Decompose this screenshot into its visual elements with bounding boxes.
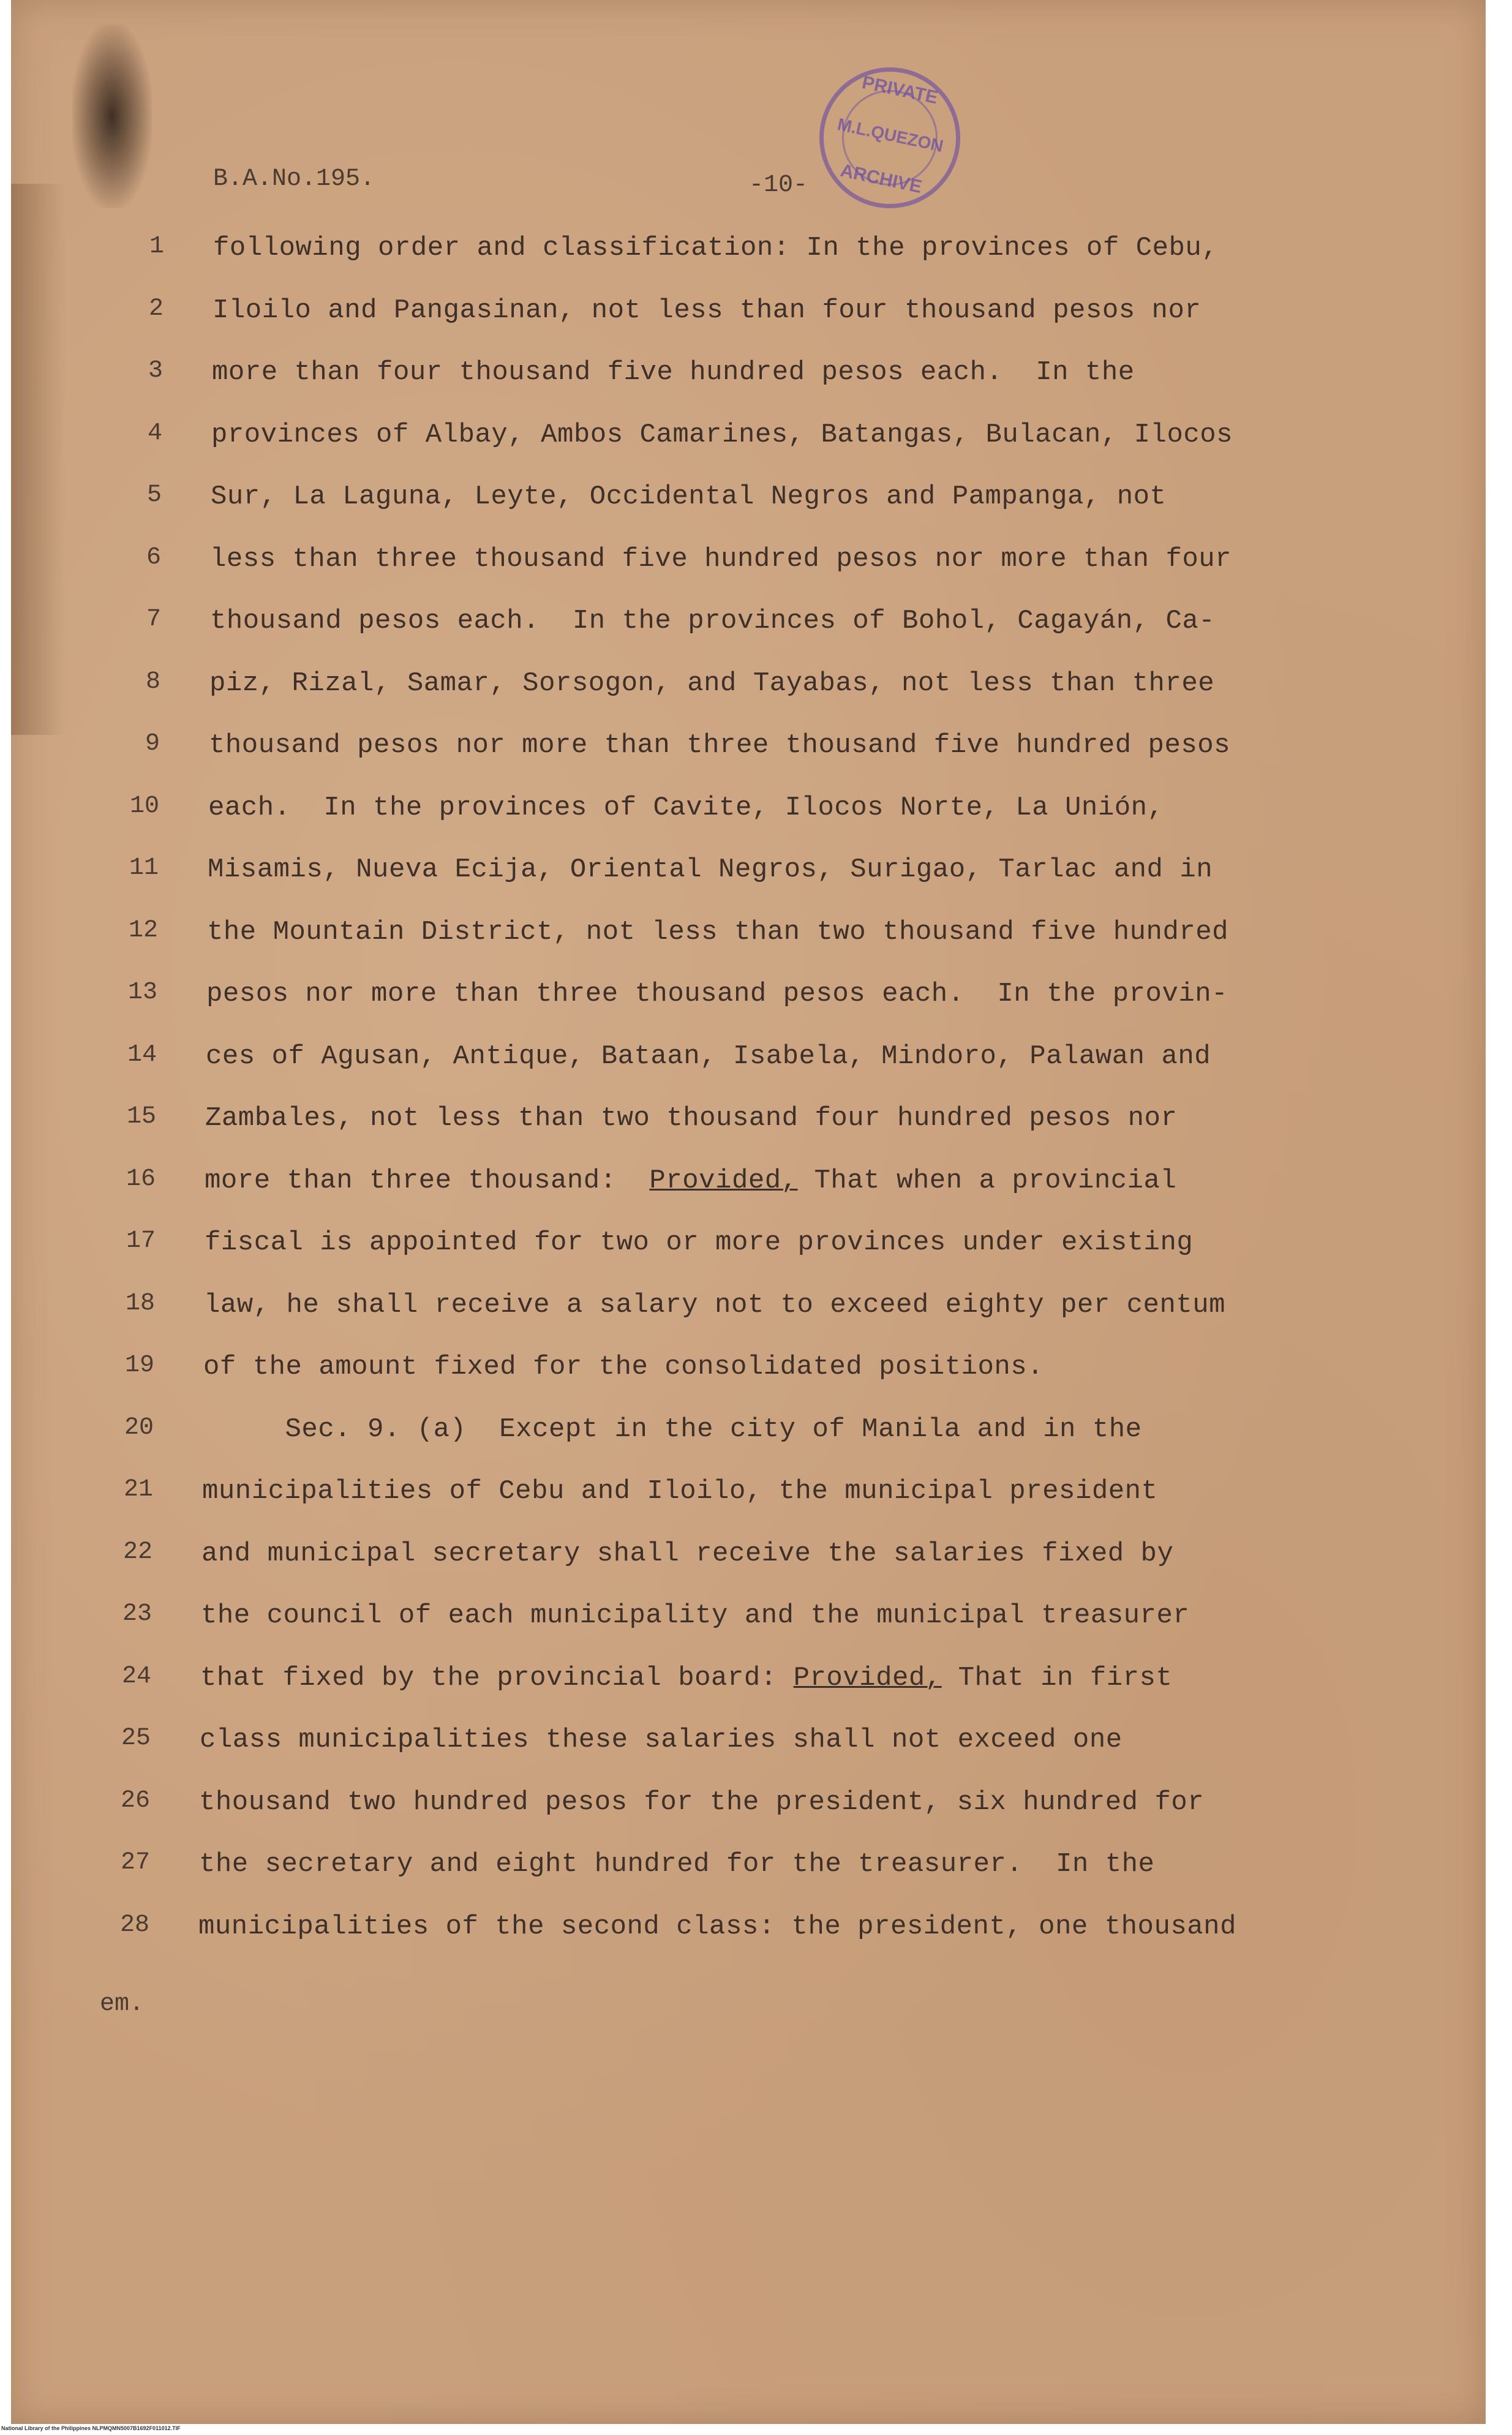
line-number: 14: [127, 1041, 157, 1069]
document-page: [11, 0, 1486, 2424]
line-number: 5: [146, 481, 162, 509]
document-line: [88, 481, 1405, 524]
line-number: 22: [122, 1538, 152, 1566]
line-text: the Mountain District, not less than two thousand five hundred: [207, 916, 1229, 947]
line-number: 27: [120, 1849, 150, 1876]
document-line: [91, 233, 1407, 276]
document-line: [88, 606, 1404, 649]
document-line: [78, 1663, 1394, 1706]
document-line: [86, 792, 1402, 835]
line-text: ces of Agusan, Antique, Bataan, Isabela, Mindoro, Palawan and: [206, 1041, 1211, 1072]
line-text: piz, Rizal, Samar, Sorsogon, and Tayabas, not less than three: [209, 668, 1215, 699]
line-number: 20: [124, 1413, 154, 1442]
line-number: 8: [145, 668, 160, 696]
document-line: [89, 420, 1405, 462]
line-number: 2: [148, 295, 164, 323]
line-text: the secretary and eight hundred for the treasurer. In the: [199, 1849, 1155, 1880]
document-line: [81, 1290, 1398, 1333]
line-number: 26: [120, 1786, 150, 1815]
page-number: -10-: [749, 171, 808, 199]
document-line: [79, 1538, 1396, 1581]
line-number: 11: [129, 854, 159, 882]
document-line: [90, 295, 1407, 338]
document-line: [80, 1414, 1397, 1457]
document-line: [86, 730, 1403, 773]
line-number: 25: [121, 1725, 151, 1752]
line-number: 18: [125, 1289, 155, 1317]
line-text: [205, 1165, 1176, 1196]
line-number: 28: [119, 1911, 149, 1939]
line-text: the council of each municipality and the municipal treasurer: [201, 1600, 1190, 1631]
document-line: [76, 1911, 1393, 1954]
line-number: 13: [127, 979, 157, 1006]
document-line: [80, 1476, 1396, 1519]
stamp-middle-text: M.L.QUEZON: [835, 115, 946, 156]
document-line: [85, 917, 1401, 960]
line-number: 7: [146, 606, 161, 633]
line-text: more than four thousand five hundred pesos each. In the: [212, 357, 1135, 388]
line-number: 21: [123, 1476, 153, 1504]
line-text: less than three thousand five hundred pesos nor more than four: [210, 543, 1232, 574]
line-number: 12: [128, 916, 158, 944]
line-number: 3: [148, 357, 163, 385]
document-line: [81, 1352, 1397, 1394]
line-text: Sur, La Laguna, Leyte, Occidental Negros and Pampanga, not: [211, 481, 1167, 512]
line-text: provinces of Albay, Ambos Camarines, Batangas, Bulacan, Ilocos: [211, 419, 1233, 450]
stamp-bottom-text: ARCHIVE: [838, 160, 924, 198]
line-text: thousand two hundred pesos for the president, six hundred for: [199, 1786, 1205, 1818]
line-text: Misamis, Nueva Ecija, Oriental Negros, Surigao, Tarlac and in: [208, 854, 1213, 885]
line-number: 1: [149, 233, 164, 260]
bill-number: B.A.No.195.: [213, 165, 375, 193]
document-line: [84, 979, 1401, 1022]
underlined-term: Provided,: [793, 1662, 942, 1693]
document-line: [87, 668, 1404, 711]
line-text: following order and classification: In the provinces of Cebu,: [213, 233, 1219, 263]
line-number: 4: [147, 419, 162, 447]
line-text: pesos nor more than three thousand pesos each. In the provin-: [206, 979, 1228, 1009]
line-text: municipalities of Cebu and Iloilo, the municipal president: [202, 1476, 1158, 1507]
line-text: of the amount fixed for the consolidated positions.: [203, 1352, 1044, 1382]
document-line: [77, 1725, 1394, 1767]
line-number: 19: [124, 1352, 154, 1379]
line-number: 10: [129, 792, 159, 820]
document-line: [82, 1165, 1399, 1208]
line-number: 9: [145, 730, 160, 758]
document-line: [77, 1787, 1393, 1830]
line-number: 15: [126, 1103, 156, 1131]
line-text-pre: that fixed by the provincial board:: [200, 1662, 794, 1693]
typist-initials: em.: [100, 1990, 145, 2018]
line-text: Iloilo and Pangasinan, not less than four thousand pesos nor: [213, 295, 1202, 326]
line-text-post: That when a provincial: [797, 1165, 1177, 1196]
underlined-term: Provided,: [649, 1165, 798, 1196]
line-number: 16: [126, 1165, 156, 1193]
stamp-top-text: PRIVATE: [860, 72, 940, 108]
line-number: 6: [146, 543, 161, 571]
line-text-pre: more than three thousand:: [205, 1165, 650, 1196]
line-text: thousand pesos nor more than three thousand five hundred pesos: [209, 730, 1231, 761]
line-number: 17: [126, 1227, 156, 1255]
burn-stain: [72, 24, 152, 208]
line-text: Sec. 9. (a) Except in the city of Manila and in the: [203, 1413, 1142, 1445]
document-header: [213, 165, 1377, 202]
line-text-post: That in first: [941, 1662, 1173, 1693]
document-line: [89, 357, 1406, 400]
document-line: [83, 1103, 1399, 1146]
edge-stain: [11, 184, 66, 735]
line-text: class municipalities these salaries shall not exceed one: [200, 1725, 1123, 1755]
line-text: fiscal is appointed for two or more provinces under existing: [205, 1227, 1194, 1258]
line-text: each. In the provinces of Cavite, Ilocos Norte, La Unión,: [208, 792, 1164, 823]
line-text: [200, 1663, 1172, 1693]
line-text: thousand pesos each. In the provinces of Bohol, Cagayán, Ca-: [210, 606, 1216, 636]
document-line: [83, 1041, 1400, 1084]
scan-credit: National Library of the Philippines NLPMQMN5007B1692F011012.TIF: [1, 2425, 181, 2431]
line-text: Zambales, not less than two thousand four hundred pesos nor: [205, 1103, 1178, 1134]
line-text: law, he shall receive a salary not to exceed eighty per centum: [204, 1289, 1226, 1320]
line-text: municipalities of the second class: the president, one thousand: [198, 1911, 1236, 1942]
document-line: [78, 1600, 1395, 1643]
line-number: 24: [121, 1662, 151, 1690]
document-line: [77, 1849, 1393, 1892]
document-line: [82, 1227, 1399, 1270]
line-number: 23: [122, 1600, 152, 1628]
line-text: and municipal secretary shall receive the salaries fixed by: [201, 1538, 1174, 1569]
document-line: [88, 544, 1404, 587]
document-line: [85, 854, 1402, 897]
